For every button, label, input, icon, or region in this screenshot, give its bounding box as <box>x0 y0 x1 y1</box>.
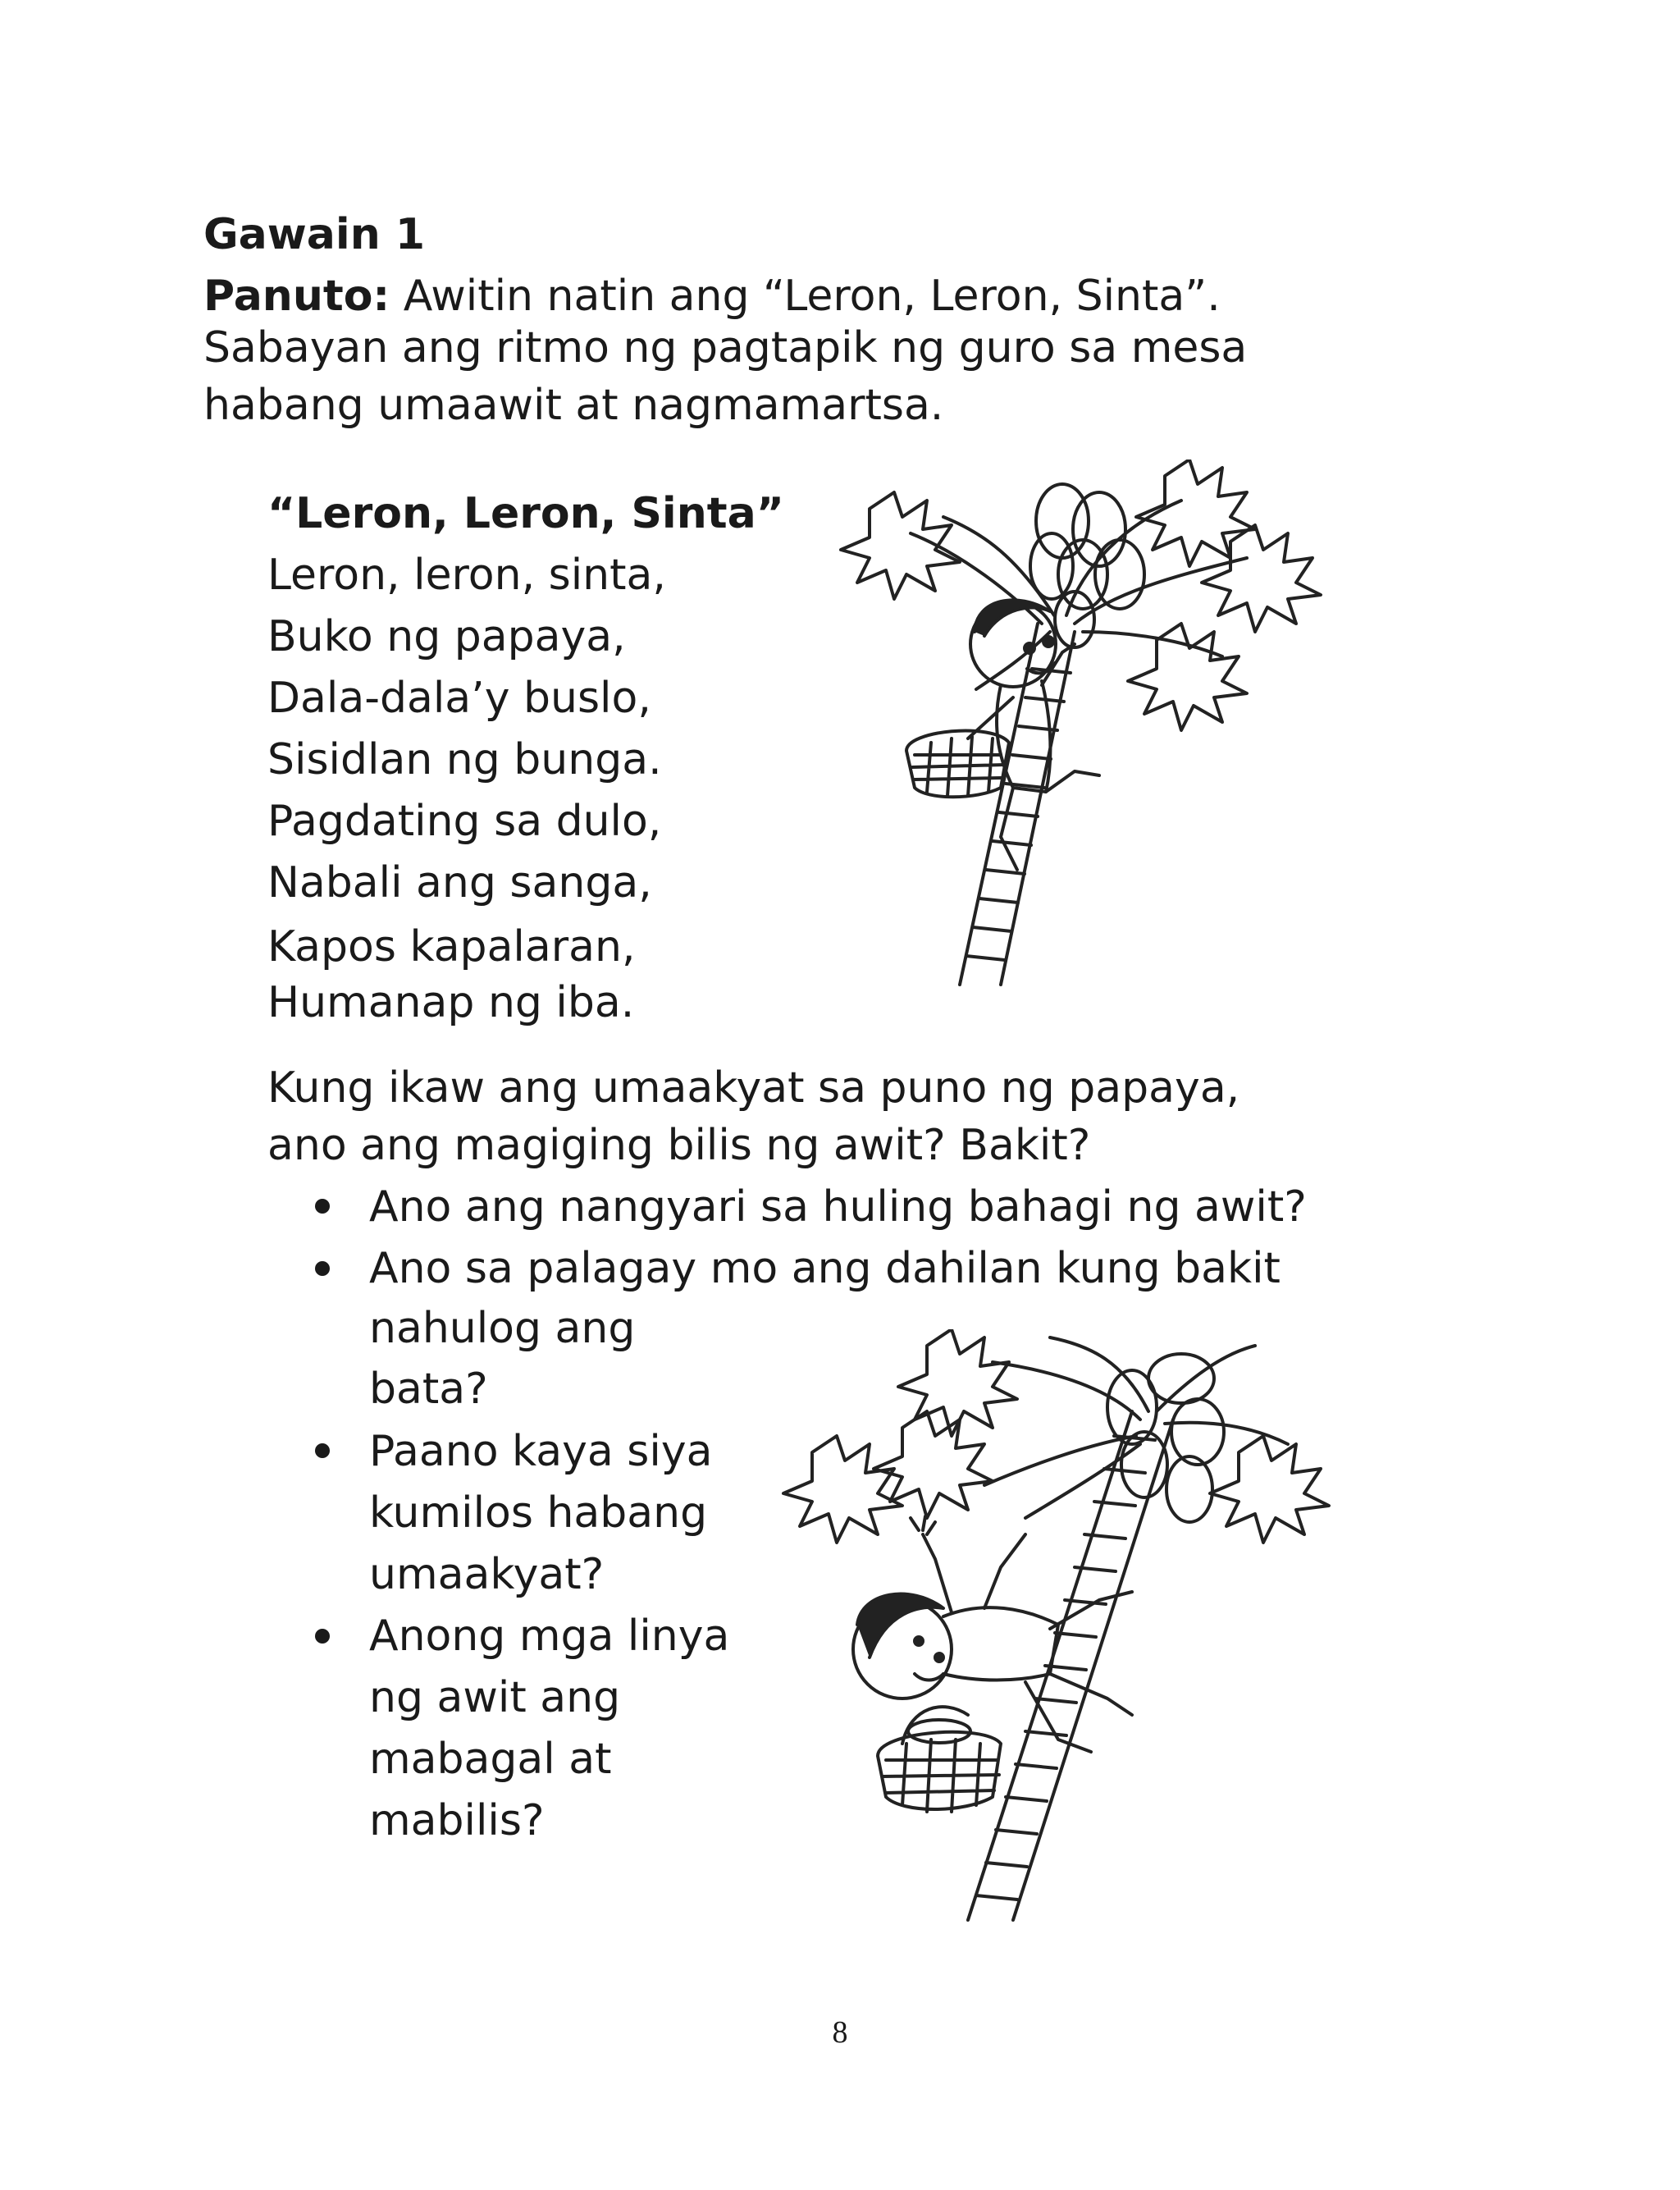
bullet-dot <box>315 1443 330 1458</box>
page-number: 8 <box>832 2015 848 2050</box>
question-intro-line: ano ang magiging bilis ng awit? Bakit? <box>267 1121 1091 1170</box>
instruction-line-1 <box>203 272 1221 321</box>
instruction-label: Panuto: <box>203 272 390 321</box>
song-line: Pagdating sa dulo, <box>267 797 662 846</box>
bullet-text: mabilis? <box>369 1796 545 1845</box>
activity-title: Gawain 1 <box>203 210 426 259</box>
bullet-text: kumilos habang <box>369 1488 708 1538</box>
bullet-text: umaakyat? <box>369 1550 605 1599</box>
bullet-text: Ano sa palagay mo ang dahilan kung bakit <box>369 1244 1281 1293</box>
song-line: Leron, leron, sinta, <box>267 551 666 600</box>
song-line: Buko ng papaya, <box>267 612 626 661</box>
instruction-line-2: Sabayan ang ritmo ng pagtapik ng guro sa mesa <box>203 323 1248 373</box>
bullet-dot <box>315 1629 330 1644</box>
bullet-text: Anong mga linya <box>369 1612 730 1661</box>
bullet-text: mabagal at <box>369 1735 612 1784</box>
bullet-text: Paano kaya siya <box>369 1427 713 1476</box>
song-line: Sisidlan ng bunga. <box>267 735 662 784</box>
bullet-text: ng awit ang <box>369 1673 621 1722</box>
question-intro-line: Kung ikaw ang umaakyat sa puno ng papaya, <box>267 1063 1240 1113</box>
song-line: Humanap ng iba. <box>267 978 635 1027</box>
bullet-text: bata? <box>369 1365 488 1414</box>
bullet-text: Ano ang nangyari sa huling bahagi ng awit? <box>369 1182 1307 1232</box>
song-line: Kapos kapalaran, <box>267 922 636 972</box>
boy-climbing-papaya-illustration <box>837 459 1370 1001</box>
song-line: Dala-dala’y buslo, <box>267 674 651 723</box>
song-line: Nabali ang sanga, <box>267 858 652 908</box>
bullet-dot <box>315 1199 330 1214</box>
bullet-dot <box>315 1261 330 1276</box>
instruction-text: Awitin natin ang “Leron, Leron, Sinta”. <box>403 272 1221 321</box>
song-title: “Leron, Leron, Sinta” <box>267 489 784 538</box>
boy-falling-illustration <box>779 1329 1354 1936</box>
instruction-line-3: habang umaawit at nagmamartsa. <box>203 381 944 430</box>
bullet-text: nahulog ang <box>369 1304 636 1353</box>
